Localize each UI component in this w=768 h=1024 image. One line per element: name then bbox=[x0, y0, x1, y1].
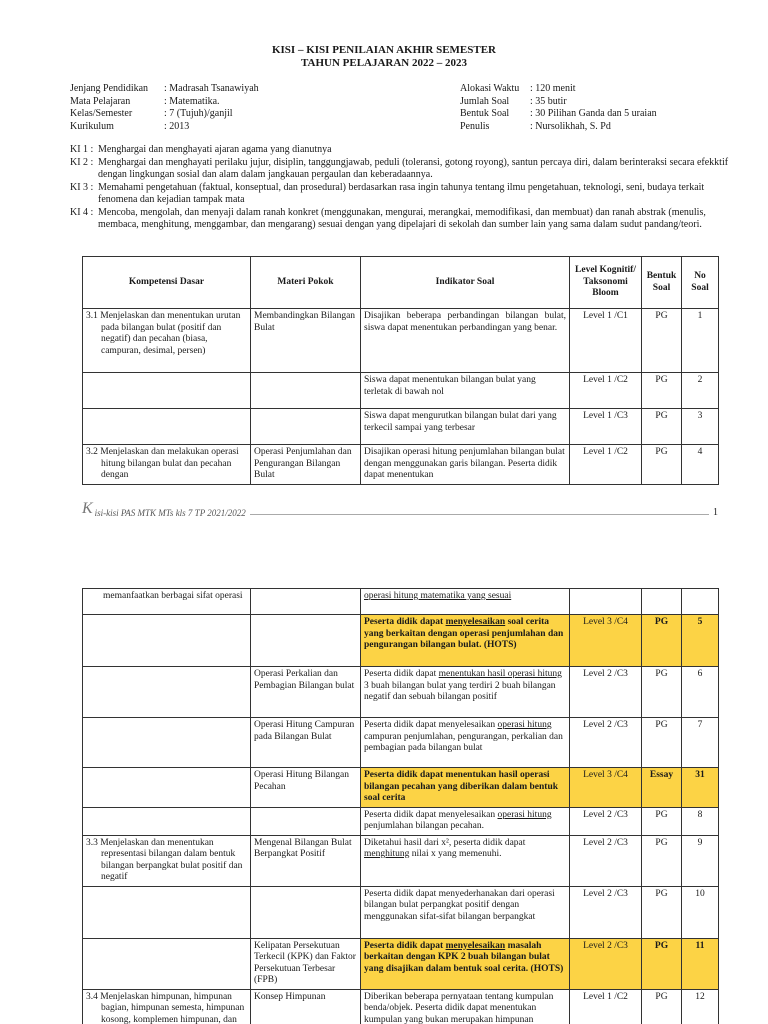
table-row bbox=[83, 373, 719, 409]
indikator-keyword: menentukan hasil operasi hitung bbox=[438, 669, 562, 679]
cell-materi bbox=[251, 886, 361, 938]
indikator-text: 3 buah bilangan bulat yang terdiri 2 buah bilangan negatif dan sebuah bilangan positif bbox=[364, 680, 556, 702]
cell-bentuk: PG bbox=[642, 807, 682, 835]
ki-text: Menghargai dan menghayati perilaku jujur, disiplin, tanggungjawab, peduli (toleransi, gotong royong), santun percaya diri, dalam berinteraksi secara efekktif dengan lingkungan sosial dan alam dalam jangkauan pergaulan dan keberadaannya. bbox=[98, 156, 729, 180]
cell-materi: Operasi Hitung Bilangan Pecahan bbox=[251, 768, 361, 808]
cell-kd bbox=[83, 886, 251, 938]
table-row bbox=[83, 886, 719, 938]
ki-label: KI 1 : bbox=[70, 144, 94, 155]
cell-indikator bbox=[361, 989, 570, 1024]
cell-bentuk bbox=[642, 589, 682, 615]
cell-bentuk: PG bbox=[642, 615, 682, 667]
cell-kd bbox=[83, 938, 251, 989]
cell-materi: Kelipatan Persekutuan Terkecil (KPK) dan Faktor Persekutuan Terbesar (FPB) bbox=[251, 938, 361, 989]
info-value: : Matematika. bbox=[164, 95, 220, 107]
info-row bbox=[70, 108, 259, 121]
info-row bbox=[460, 108, 657, 121]
info-value: : 120 menit bbox=[530, 83, 576, 94]
ki-label: KI 4 : bbox=[70, 206, 94, 218]
page-number: 1 bbox=[713, 507, 718, 518]
cell-materi: Membandingkan Bilangan Bulat bbox=[251, 309, 361, 373]
cell-level: Level 1 /C1 bbox=[570, 309, 642, 373]
header-indikator: Indikator Soal bbox=[361, 257, 570, 309]
cell-kd bbox=[83, 409, 251, 445]
cell-materi: Konsep Himpunan bbox=[251, 989, 361, 1024]
header-no: No Soal bbox=[682, 257, 719, 309]
footer-text: isi-kisi PAS MTK MTs kls 7 TP 2021/2022 bbox=[94, 508, 246, 518]
document-subtitle: TAHUN PELAJARAN 2022 – 2023 bbox=[300, 57, 468, 69]
cell-no: 9 bbox=[682, 835, 719, 886]
cell-bentuk: PG bbox=[642, 835, 682, 886]
cell-no: 8 bbox=[682, 807, 719, 835]
cell-no: 3 bbox=[682, 409, 719, 445]
cell-no: 1 bbox=[682, 309, 719, 373]
cell-bentuk: PG bbox=[642, 989, 682, 1024]
cell-level: Level 2 /C3 bbox=[570, 718, 642, 768]
table-row bbox=[83, 989, 719, 1024]
info-label: Kelas/Semester bbox=[70, 108, 133, 119]
indikator-text: soal cerita yang berkaitan dengan operasi penjumlahan dan pengurangan bilangan bulat. (HOTS) bbox=[364, 617, 564, 650]
cell-level: Level 1 /C2 bbox=[570, 989, 642, 1024]
info-label: Mata Pelajaran bbox=[70, 95, 131, 107]
cell-materi: Mengenal Bilangan Bulat Berpangkat Positif bbox=[251, 835, 361, 886]
cell-bentuk: PG bbox=[642, 373, 682, 409]
info-value: : Nursolikhah, S. Pd bbox=[530, 120, 611, 132]
cell-no: 5 bbox=[682, 615, 719, 667]
info-value: : 7 (Tujuh)/ganjil bbox=[164, 108, 233, 119]
cell-indikator bbox=[361, 807, 570, 835]
cell-level: Level 1 /C2 bbox=[570, 373, 642, 409]
cell-level: Level 1 /C3 bbox=[570, 409, 642, 445]
cell-no: 31 bbox=[682, 768, 719, 808]
cell-indikator bbox=[361, 667, 570, 718]
cell-materi: Operasi Perkalian dan Pembagian Bilangan bulat bbox=[251, 667, 361, 718]
info-row bbox=[460, 96, 657, 109]
cell-bentuk: PG bbox=[642, 667, 682, 718]
cell-indikator bbox=[361, 615, 570, 667]
cell-kd: 3.3 Menjelaskan dan menentukan representasi bilangan dalam bentuk bilangan berpangkat bulat positif dan negatif bbox=[83, 835, 251, 886]
info-label: Bentuk Soal bbox=[460, 108, 510, 119]
cell-level bbox=[570, 589, 642, 615]
cell-indikator: Siswa dapat menentukan bilangan bulat yang terletak di bawah nol bbox=[361, 373, 570, 409]
table-row bbox=[83, 667, 719, 718]
cell-no: 11 bbox=[682, 938, 719, 989]
ki-text: Menghargai dan menghayati ajaran agama yang dianutnya bbox=[98, 144, 332, 155]
indikator-keyword: menyelesaikan bbox=[445, 940, 506, 951]
cell-bentuk: Essay bbox=[642, 768, 682, 808]
footer-rule bbox=[250, 514, 709, 515]
cell-materi bbox=[251, 373, 361, 409]
cell-indikator bbox=[361, 938, 570, 989]
table-row bbox=[83, 835, 719, 886]
ki-item bbox=[70, 207, 730, 232]
document-title: KISI – KISI PENILAIAN AKHIR SEMESTER bbox=[271, 44, 497, 56]
cell-no bbox=[682, 589, 719, 615]
cell-level: Level 3 /C4 bbox=[570, 615, 642, 667]
ki-text: Mencoba, mengolah, dan menyaji dalam ranah konkret (menggunakan, mengurai, merangkai, memodifikasi, dan membuat) dan ranah abstrak (menulis, membaca, menghitung, menggambar, dan mengarang) sesuai dengan yang dipelajari di sekolah dan sumber lain yang sama dalam sudut pandang/teori. bbox=[98, 206, 706, 230]
cell-level: Level 2 /C3 bbox=[570, 835, 642, 886]
cell-bentuk: PG bbox=[642, 718, 682, 768]
table-row bbox=[83, 445, 719, 485]
info-left bbox=[70, 83, 259, 133]
header-level: Level Kognitif/ Taksonomi Bloom bbox=[570, 257, 642, 309]
table-row bbox=[83, 409, 719, 445]
info-label: Jenjang Pendidikan bbox=[70, 83, 149, 94]
cell-indikator bbox=[361, 589, 570, 615]
cell-bentuk: PG bbox=[642, 938, 682, 989]
cell-materi bbox=[251, 409, 361, 445]
cell-kd bbox=[83, 615, 251, 667]
page-gap bbox=[0, 520, 768, 588]
cell-level: Level 2 /C3 bbox=[570, 807, 642, 835]
table-row bbox=[83, 768, 719, 808]
cell-kd: 3.4 Menjelaskan himpunan, himpunan bagian, himpunan semesta, himpunan kosong, komplemen himpunan, dan bbox=[83, 989, 251, 1024]
cell-level: Level 2 /C3 bbox=[570, 667, 642, 718]
table-header-row bbox=[83, 257, 719, 309]
indikator-keyword: menyelesaikan bbox=[445, 617, 506, 627]
cell-kd bbox=[83, 807, 251, 835]
cell-materi: Operasi Hitung Campuran pada Bilangan Bulat bbox=[251, 718, 361, 768]
cell-level: Level 1 /C2 bbox=[570, 445, 642, 485]
ki-item bbox=[70, 157, 730, 182]
cell-kd bbox=[83, 373, 251, 409]
indikator-text: Peserta didik dapat menyelesaikan bbox=[364, 809, 498, 820]
cell-no: 12 bbox=[682, 989, 719, 1024]
info-label: Kurikulum bbox=[70, 120, 114, 132]
table-row bbox=[83, 718, 719, 768]
cell-indikator: Disajikan beberapa perbandingan bilangan bulat, siswa dapat menentukan perbandingan yang benar. bbox=[361, 309, 570, 373]
table-row bbox=[83, 807, 719, 835]
info-label: Penulis bbox=[460, 120, 490, 132]
cell-materi bbox=[251, 615, 361, 667]
indikator-text: penjumlahan bilangan pecahan. bbox=[364, 821, 485, 831]
cell-materi bbox=[251, 807, 361, 835]
kisi-table-page2 bbox=[82, 588, 719, 1024]
cell-kd: memanfaatkan berbagai sifat operasi bbox=[83, 589, 251, 615]
cell-kd bbox=[83, 768, 251, 808]
cell-indikator-text: operasi hitung matematika yang sesuai bbox=[364, 591, 512, 601]
cell-level: Level 3 /C4 bbox=[570, 768, 642, 808]
cell-indikator: Siswa dapat mengurutkan bilangan bulat dari yang terkecil sampai yang terbesar bbox=[361, 409, 570, 445]
cell-no: 6 bbox=[682, 667, 719, 718]
cell-kd: 3.1 Menjelaskan dan menentukan urutan pada bilangan bulat (positif dan negatif) dan pecahan (biasa, campuran, desimal, persen) bbox=[83, 309, 251, 373]
indikator-text: Peserta didik dapat bbox=[364, 617, 446, 627]
cell-bentuk: PG bbox=[642, 886, 682, 938]
cell-indikator bbox=[361, 835, 570, 886]
table-row bbox=[83, 589, 719, 615]
cell-kd bbox=[83, 667, 251, 718]
info-value: : Madrasah Tsanawiyah bbox=[164, 83, 259, 94]
page-2 bbox=[0, 588, 768, 1024]
info-value: : 30 Pilihan Ganda dan 5 uraian bbox=[530, 108, 657, 119]
cell-indikator bbox=[361, 886, 570, 938]
indikator-keyword: operasi hitung bbox=[497, 720, 552, 730]
cell-no: 2 bbox=[682, 373, 719, 409]
cell-kd: 3.2 Menjelaskan dan melakukan operasi hitung bilangan bulat dan pecahan dengan bbox=[83, 445, 251, 485]
indikator-text: Peserta didik dapat menyelesaikan bbox=[364, 720, 498, 730]
indikator-text: Peserta didik dapat menyederhanakan dari operasi bilangan bulat perpangkat positif dengan menggunakan sifat-sifat bilangan berpangkat bbox=[364, 888, 555, 922]
cell-level: Level 2 /C3 bbox=[570, 938, 642, 989]
ki-label: KI 3 : bbox=[70, 181, 94, 193]
table-row bbox=[83, 309, 719, 373]
cell-no: 10 bbox=[682, 886, 719, 938]
cell-level: Level 2 /C3 bbox=[570, 886, 642, 938]
cell-kd bbox=[83, 718, 251, 768]
header-materi: Materi Pokok bbox=[251, 257, 361, 309]
indikator-text: Diketahui hasil dari x², peserta didik dapat bbox=[364, 837, 526, 848]
table-row bbox=[83, 938, 719, 989]
cell-no: 7 bbox=[682, 718, 719, 768]
cell-materi bbox=[251, 589, 361, 615]
header-bentuk: Bentuk Soal bbox=[642, 257, 682, 309]
ki-text: Memahami pengetahuan (faktual, konseptual, dan prosedural) berdasarkan rasa ingin tahunya tentang ilmu pengetahuan, teknologi, seni, budaya terkait fenomena dan kejadian tampak mata bbox=[98, 181, 705, 205]
info-row bbox=[70, 83, 259, 96]
core-competencies bbox=[70, 144, 730, 232]
ki-label: KI 2 : bbox=[70, 156, 94, 168]
info-row bbox=[70, 96, 259, 109]
cell-indikator: Disajikan operasi hitung penjumlahan bilangan bulat dengan menggunakan garis bilangan. Peserta didik dapat menentukan bbox=[361, 445, 570, 485]
kisi-table-page1 bbox=[82, 256, 719, 485]
indikator-text: nilai x yang memenuhi. bbox=[409, 849, 502, 859]
indikator-text: masalah berkaitan dengan KPK 2 buah bilangan bulat yang disajikan dalam bentuk soal cerita. (HOTS) bbox=[364, 940, 564, 974]
page-footer bbox=[82, 500, 718, 518]
info-value: : 35 butir bbox=[530, 95, 567, 107]
info-label: Jumlah Soal bbox=[460, 95, 510, 107]
cell-materi: Operasi Penjumlahan dan Pengurangan Bilangan Bulat bbox=[251, 445, 361, 485]
indikator-text: Peserta didik dapat menentukan hasil operasi bilangan pecahan yang diberikan dalam bentuk soal cerita bbox=[364, 770, 559, 803]
info-right bbox=[460, 83, 657, 133]
cell-bentuk: PG bbox=[642, 309, 682, 373]
info-label: Alokasi Waktu bbox=[460, 83, 520, 94]
indikator-text: Peserta didik dapat bbox=[364, 940, 446, 951]
cell-indikator bbox=[361, 718, 570, 768]
cell-no: 4 bbox=[682, 445, 719, 485]
header-kd: Kompetensi Dasar bbox=[83, 257, 251, 309]
cell-bentuk: PG bbox=[642, 409, 682, 445]
info-row bbox=[460, 121, 657, 134]
cell-indikator bbox=[361, 768, 570, 808]
info-row bbox=[70, 121, 259, 134]
ki-item bbox=[70, 144, 730, 157]
indikator-keyword: menghitung bbox=[364, 849, 410, 859]
indikator-keyword: operasi hitung bbox=[497, 809, 552, 820]
indikator-text: Peserta didik dapat bbox=[364, 669, 439, 679]
ki-item bbox=[70, 182, 730, 207]
info-value: : 2013 bbox=[164, 120, 190, 132]
indikator-text: campuran penjumlahan, pengurangan, perkalian dan pembagian pada bilangan bulat bbox=[364, 731, 563, 753]
cell-bentuk: PG bbox=[642, 445, 682, 485]
info-row bbox=[460, 83, 657, 96]
table-row bbox=[83, 615, 719, 667]
footer-initial: K bbox=[82, 500, 93, 517]
indikator-text: Diberikan beberapa pernyataan tentang kumpulan benda/objek. Peserta didik dapat menentukan kumpulan yang bukan merupakan himpunan bbox=[364, 991, 554, 1024]
